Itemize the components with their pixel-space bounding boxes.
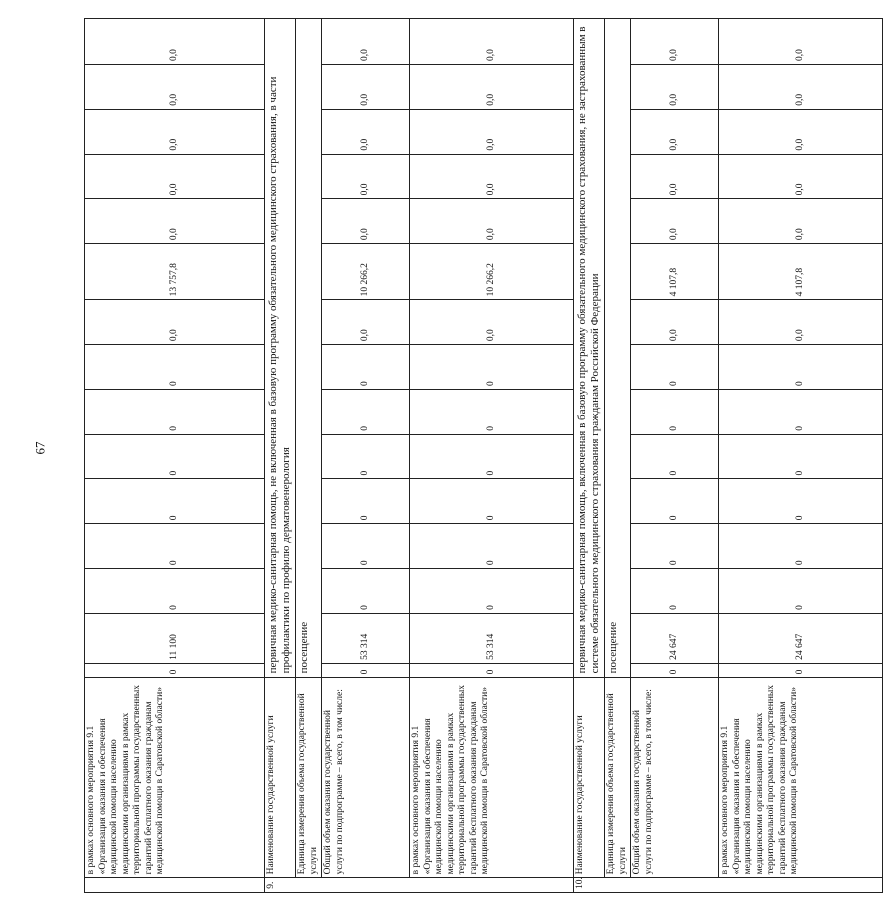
unit-label: Единица измерения объема государственной услуги [605, 678, 631, 878]
value-cell: 0,0 [85, 154, 265, 199]
value-cell: 0,0 [85, 300, 265, 345]
value-cell: 10 266,2 [410, 244, 574, 300]
service-name-value: первичная медико-санитарная помощь, не включенная в базовую программу обязательного медицинского страхования, в части профилактики по профилю дерматовенерология [265, 19, 296, 678]
value-cell: 0,0 [85, 19, 265, 65]
unit-row [605, 19, 631, 893]
value-cell: 0 [410, 663, 574, 678]
data-row [631, 19, 719, 893]
value-cell: 0 [322, 524, 410, 569]
value-cell: 0,0 [410, 154, 574, 199]
value-cell: 0,0 [631, 199, 719, 244]
row-label: Общий объем оказания государственной услуги по подпрограмме – всего, в том числе: [631, 678, 719, 878]
value-cell: 0 [85, 434, 265, 479]
value-cell: 0 [85, 569, 265, 614]
value-cell: 10 266,2 [322, 244, 410, 300]
value-cell: 0,0 [410, 199, 574, 244]
value-cell: 53 314 [410, 613, 574, 663]
value-cell: 0,0 [85, 199, 265, 244]
data-row [85, 19, 265, 893]
value-cell: 11 100 [85, 613, 265, 663]
service-name-label: Наименование государственной услуги [574, 678, 605, 878]
rotated-table-wrapper [84, 18, 805, 893]
value-cell: 0 [322, 479, 410, 524]
value-cell: 0 [322, 663, 410, 678]
service-name-value: первичная медико-санитарная помощь, включенная в базовую программу обязательного медицинского страхования, не застрахованным в системе обязательного медицинского страхования гражданам Российской Федерации [574, 19, 605, 678]
value-cell: 0 [631, 345, 719, 390]
value-cell: 24 647 [631, 613, 719, 663]
value-cell: 0 [410, 389, 574, 434]
value-cell: 0 [719, 663, 883, 678]
value-cell: 4 107,8 [631, 244, 719, 300]
value-cell: 0,0 [322, 65, 410, 110]
value-cell: 0 [410, 479, 574, 524]
value-cell: 0,0 [719, 199, 883, 244]
value-cell: 0,0 [631, 19, 719, 65]
value-cell: 0,0 [322, 300, 410, 345]
value-cell: 0 [410, 524, 574, 569]
value-cell: 53 314 [322, 613, 410, 663]
value-cell: 0 [719, 434, 883, 479]
value-cell: 0 [631, 434, 719, 479]
row-label: Общий объем оказания государственной услуги по подпрограмме – всего, в том числе: [322, 678, 410, 878]
service-name-label: Наименование государственной услуги [265, 678, 296, 878]
value-cell: 0 [85, 345, 265, 390]
value-cell: 0,0 [631, 300, 719, 345]
value-cell: 0,0 [85, 109, 265, 154]
value-cell: 0,0 [719, 109, 883, 154]
value-cell: 0 [410, 569, 574, 614]
value-cell: 4 107,8 [719, 244, 883, 300]
unit-label: Единица измерения объема государственной услуги [296, 678, 322, 878]
value-cell: 0 [631, 663, 719, 678]
value-cell: 0 [719, 389, 883, 434]
value-cell: 0 [410, 345, 574, 390]
row-label: в рамках основного мероприятия 9.1 «Организация оказания и обеспечения медицинской помощи населению медицинскими организациями в рамках территориальной программы государственных гарантий бесплатного оказания гражданам медицинской помощи в Саратовской области» [719, 678, 883, 878]
value-cell: 0,0 [719, 154, 883, 199]
value-cell: 0 [85, 524, 265, 569]
value-cell: 0 [322, 345, 410, 390]
value-cell: 0,0 [322, 154, 410, 199]
value-cell: 0 [322, 569, 410, 614]
service-name-row [574, 19, 605, 893]
value-cell: 0,0 [410, 19, 574, 65]
value-cell: 0 [631, 389, 719, 434]
data-row [322, 19, 410, 893]
page-number: 67 [32, 441, 48, 455]
value-cell: 0,0 [631, 154, 719, 199]
value-cell: 0 [719, 479, 883, 524]
value-cell: 0 [631, 524, 719, 569]
value-cell: 24 647 [719, 613, 883, 663]
service-name-row [265, 19, 296, 893]
value-cell: 0 [322, 434, 410, 479]
value-cell: 0,0 [631, 109, 719, 154]
value-cell: 13 757,8 [85, 244, 265, 300]
row-index [85, 878, 265, 893]
table-body [85, 19, 883, 893]
value-cell: 0 [719, 524, 883, 569]
value-cell: 0,0 [410, 300, 574, 345]
row-label: в рамках основного мероприятия 9.1 «Организация оказания и обеспечения медицинской помощи населению медицинскими организациями в рамках территориальной программы государственных гарантий бесплатного оказания гражданам медицинской помощи в Саратовской области» [85, 678, 265, 878]
data-row [410, 19, 574, 893]
value-cell: 0 [719, 345, 883, 390]
value-cell: 0,0 [719, 300, 883, 345]
value-cell: 0,0 [631, 65, 719, 110]
value-cell: 0 [322, 389, 410, 434]
value-cell: 0 [719, 569, 883, 614]
unit-value: посещение [605, 19, 631, 678]
value-cell: 0,0 [719, 65, 883, 110]
unit-row [296, 19, 322, 893]
value-cell: 0 [631, 569, 719, 614]
value-cell: 0,0 [410, 65, 574, 110]
value-cell: 0,0 [322, 199, 410, 244]
value-cell: 0,0 [322, 109, 410, 154]
value-cell: 0,0 [85, 65, 265, 110]
value-cell: 0,0 [719, 19, 883, 65]
unit-value: посещение [296, 19, 322, 678]
value-cell: 0 [85, 389, 265, 434]
value-cell: 0,0 [410, 109, 574, 154]
value-cell: 0 [410, 434, 574, 479]
services-table [84, 18, 883, 893]
data-row [719, 19, 883, 893]
value-cell: 0 [85, 479, 265, 524]
row-index: 10. [574, 878, 883, 893]
value-cell: 0 [85, 663, 265, 678]
value-cell: 0 [631, 479, 719, 524]
value-cell: 0,0 [322, 19, 410, 65]
row-index: 9. [265, 878, 574, 893]
row-label: в рамках основного мероприятия 9.1 «Организация оказания и обеспечения медицинской помощи населению медицинскими организациями в рамках территориальной программы государственных гарантий бесплатного оказания гражданам медицинской помощи в Саратовской области» [410, 678, 574, 878]
